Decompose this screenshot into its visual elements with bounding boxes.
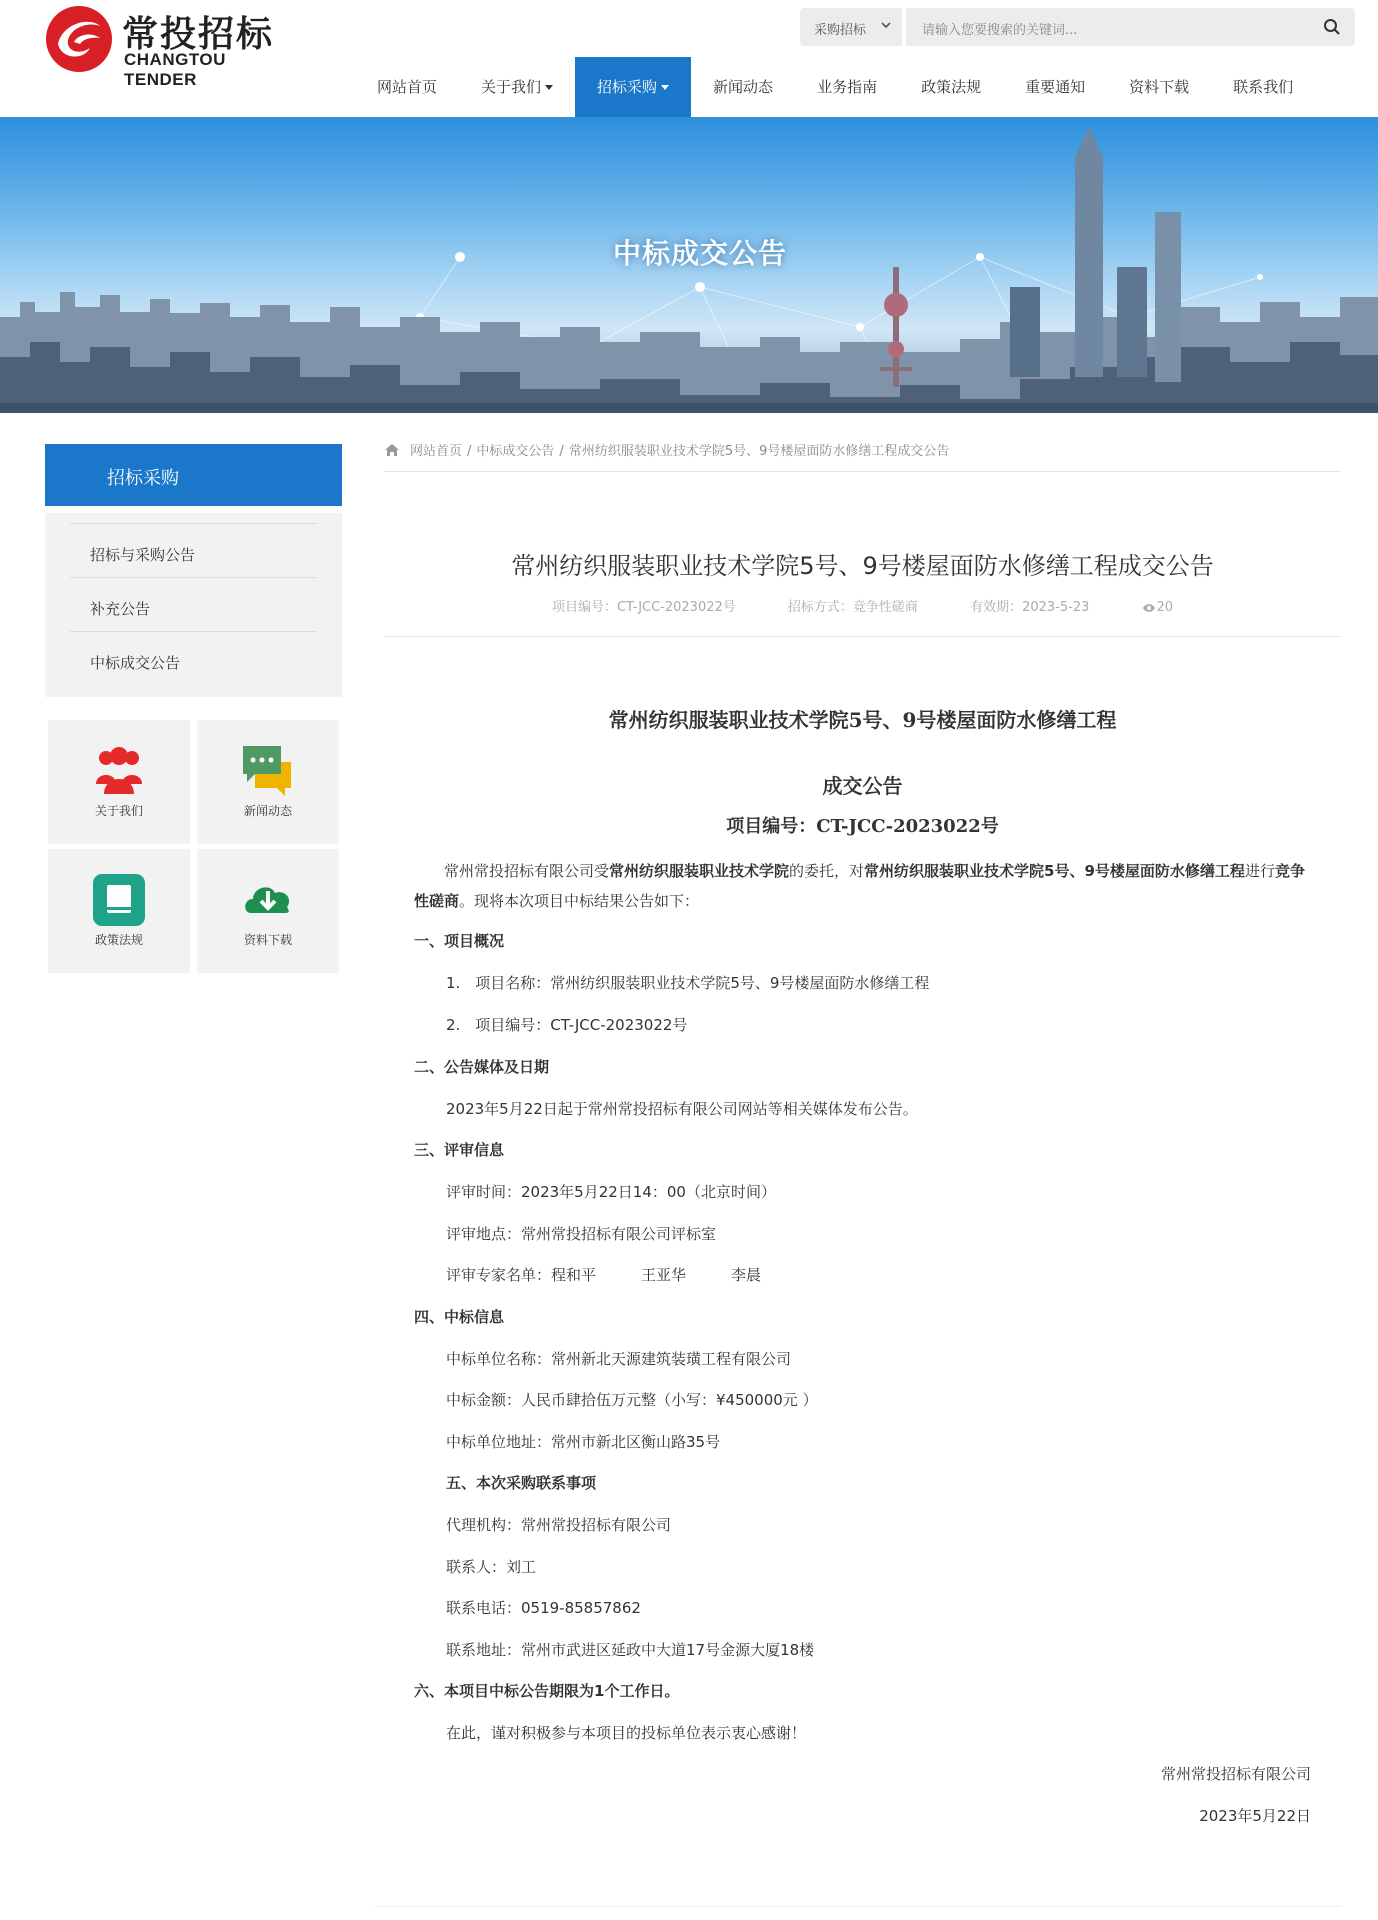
section-heading: 五、本次采购联系事项 <box>446 1474 597 1492</box>
sidebar-item-tender-notice[interactable] <box>70 523 317 577</box>
sidebar-item-label: 补充公告 <box>90 600 151 618</box>
contact-person-line: 联系人：刘工 <box>446 1558 537 1576</box>
breadcrumb-category[interactable]: 中标成交公告 <box>476 444 555 459</box>
breadcrumb-home[interactable]: 网站首页 <box>410 444 463 459</box>
content-bottom-divider <box>374 1906 1341 1907</box>
search-placeholder: 请输入您要搜索的关键词... <box>922 23 1078 38</box>
nav-label: 资料下载 <box>1129 78 1190 96</box>
cloud-download-icon <box>241 873 295 927</box>
nav-home[interactable] <box>355 57 459 117</box>
quick-link-news[interactable] <box>197 720 339 844</box>
project-name-line: 1. 项目名称：常州纺织服装职业技术学院5号、9号楼屋面防水修缮工程 <box>446 974 930 992</box>
intro-text: 进行 <box>1244 862 1275 880</box>
logo-text-cn: 常投招标 <box>122 14 275 55</box>
nav-about[interactable] <box>459 57 575 117</box>
search-category-value: 采购招标 <box>814 23 867 38</box>
quick-link-about[interactable] <box>48 720 190 844</box>
quick-link-download[interactable] <box>197 849 339 973</box>
section-heading: 四、中标信息 <box>414 1308 505 1326</box>
winner-name-line: 中标单位名称：常州新北天源建筑装璜工程有限公司 <box>446 1350 792 1368</box>
breadcrumb-current: 常州纺织服装职业技术学院5号、9号楼屋面防水修缮工程成交公告 <box>568 444 950 459</box>
chevron-down-icon <box>880 19 892 31</box>
breadcrumb-separator: / <box>559 444 564 459</box>
winner-amount-line: 中标金额：人民币肆拾伍万元整（小写：¥450000元 ） <box>446 1391 818 1409</box>
sidebar-item-award-notice[interactable] <box>70 631 317 685</box>
breadcrumb <box>384 440 1341 472</box>
section-heading: 六、本项目中标公告期限为1个工作日。 <box>414 1682 680 1700</box>
logo-text-en: CHANGTOU TENDER <box>124 50 226 89</box>
article-intro <box>414 856 1314 916</box>
article-heading-type: 成交公告 <box>822 774 903 798</box>
users-icon <box>92 744 146 798</box>
article-heading-project: 常州纺织服装职业技术学院5号、9号楼屋面防水修缮工程 <box>608 708 1117 732</box>
sidebar-item-label: 中标成交公告 <box>90 654 181 672</box>
nav-policy[interactable] <box>899 57 1003 117</box>
contact-address-line: 联系地址：常州市武进区延政中大道17号金源大厦18楼 <box>446 1641 815 1659</box>
nav-label: 新闻动态 <box>713 78 774 96</box>
search-bar <box>800 8 1355 46</box>
agency-line: 代理机构：常州常投招标有限公司 <box>446 1516 672 1534</box>
nav-contact[interactable] <box>1211 57 1315 117</box>
nav-label: 联系我们 <box>1233 78 1294 96</box>
intro-text: 常州常投招标有限公司受 <box>444 862 610 880</box>
nav-tender[interactable] <box>575 57 691 117</box>
quick-link-label: 关于我们 <box>94 804 143 818</box>
meta-views <box>1142 600 1174 615</box>
sidebar-menu <box>45 513 342 697</box>
thanks-line: 在此，谨对积极参与本项目的投标单位表示衷心感谢！ <box>446 1724 807 1742</box>
eye-icon <box>1142 603 1156 613</box>
intro-method: 竞争性磋商 <box>414 862 1305 910</box>
review-place-line: 评审地点：常州常投招标有限公司评标室 <box>446 1225 717 1243</box>
page-title: 常州纺织服装职业技术学院5号、9号楼屋面防水修缮工程成交公告 <box>511 552 1214 580</box>
banner-title: 中标成交公告 <box>612 237 787 270</box>
sidebar-item-supplement[interactable] <box>70 577 317 631</box>
quick-link-policy[interactable] <box>48 849 190 973</box>
nav-download[interactable] <box>1107 57 1211 117</box>
nav-label: 业务指南 <box>817 78 878 96</box>
home-icon <box>384 443 400 457</box>
article-meta <box>384 596 1341 615</box>
quick-link-label: 新闻动态 <box>243 804 292 818</box>
media-date-line: 2023年5月22日起于常州常投招标有限公司网站等相关媒体发布公告。 <box>446 1100 918 1118</box>
review-time-line: 评审时间：2023年5月22日14：00（北京时间） <box>446 1183 776 1201</box>
chat-icon <box>241 744 295 798</box>
section-heading: 一、项目概况 <box>414 932 505 950</box>
page-banner <box>0 117 1378 413</box>
logo-mark-icon <box>44 4 114 74</box>
sidebar-item-label: 招标与采购公告 <box>90 546 196 564</box>
meta-views-count: 20 <box>1156 600 1174 615</box>
intro-text: 。现将本次项目中标结果公告如下： <box>459 892 700 910</box>
search-input[interactable] <box>906 8 1355 46</box>
contact-phone-line: 联系电话：0519-85857862 <box>446 1599 641 1617</box>
nav-label: 网站首页 <box>377 78 438 96</box>
intro-project: 常州纺织服装职业技术学院5号、9号楼屋面防水修缮工程 <box>864 862 1245 880</box>
book-icon <box>92 873 146 927</box>
caret-down-icon <box>545 85 553 90</box>
intro-text: 的委托，对 <box>789 862 865 880</box>
search-icon[interactable] <box>1323 18 1341 36</box>
breadcrumb-separator: / <box>467 444 472 459</box>
intro-client: 常州纺织服装职业技术学院 <box>609 862 790 880</box>
nav-label: 重要通知 <box>1025 78 1086 96</box>
project-number-line: 2. 项目编号：CT-JCC-2023022号 <box>446 1016 688 1034</box>
meta-method: 招标方式：竞争性磋商 <box>787 600 918 615</box>
review-experts-line: 评审专家名单：程和平 王亚华 李晨 <box>446 1266 762 1284</box>
meta-project-no: 项目编号：CT-JCC-2023022号 <box>551 600 736 615</box>
quick-links <box>48 720 339 973</box>
winner-address-line: 中标单位地址：常州市新北区衡山路35号 <box>446 1433 721 1451</box>
main-nav <box>355 57 1315 117</box>
site-header <box>0 0 1378 117</box>
nav-guide[interactable] <box>795 57 899 117</box>
quick-link-label: 资料下载 <box>243 933 292 947</box>
sidebar-title: 招标采购 <box>45 444 342 506</box>
caret-down-icon <box>661 85 669 90</box>
title-divider <box>384 636 1341 637</box>
site-logo[interactable] <box>44 4 304 89</box>
section-heading: 二、公告媒体及日期 <box>414 1058 550 1076</box>
meta-valid: 有效期：2023-5-23 <box>970 600 1090 615</box>
signature-company: 常州常投招标有限公司 <box>1160 1765 1311 1783</box>
search-category-select[interactable] <box>800 8 902 46</box>
nav-label: 关于我们 <box>481 78 542 96</box>
nav-label: 政策法规 <box>921 78 982 96</box>
nav-notice[interactable] <box>1003 57 1107 117</box>
article-heading-number: 项目编号：CT-JCC-2023022号 <box>726 816 999 837</box>
signature-date: 2023年5月22日 <box>1199 1807 1311 1825</box>
nav-news[interactable] <box>691 57 795 117</box>
nav-label: 招标采购 <box>597 78 658 96</box>
section-heading: 三、评审信息 <box>414 1141 505 1159</box>
quick-link-label: 政策法规 <box>94 933 143 947</box>
